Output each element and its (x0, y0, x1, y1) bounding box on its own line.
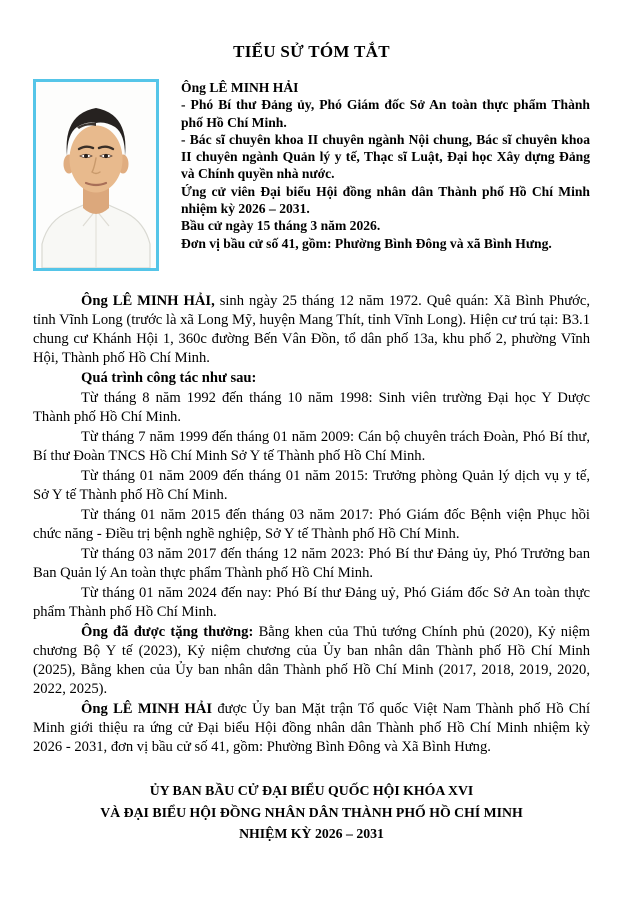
footer-line-2: VÀ ĐẠI BIỂU HỘI ĐỒNG NHÂN DÂN THÀNH PHỐ HỒ CHÍ MINH (100, 804, 523, 820)
summary-position: - Phó Bí thư Đảng ủy, Phó Giám đốc Sở An toàn thực phẩm Thành phố Hồ Chí Minh. (181, 97, 590, 130)
footer-line-1: ỦY BAN BẦU CỬ ĐẠI BIỂU QUỐC HỘI KHÓA XVI (149, 783, 474, 798)
awards-text: Bằng khen của Thủ tướng Chính phủ (2020), Kỷ niệm chương Bộ Y tế (2023), Kỷ niệm chương của Ủy ban nhân dân Thành phố Hồ Chí Minh (2025), Bằng khen của Ủy ban nhân dân Thành phố Hồ Chí Minh (2017, 2018, 2019, 2020, 2022, 2025). (33, 624, 590, 697)
footer-section (33, 780, 590, 845)
footer-line-3: NHIỆM KỲ 2026 – 2031 (239, 826, 384, 841)
career-item: Từ tháng 7 năm 1999 đến tháng 01 năm 2009: Cán bộ chuyên trách Đoàn, Phó Bí thư, Bí thư Đoàn TNCS Hồ Chí Minh Sở Y tế Thành phố Hồ Chí Minh. (33, 429, 590, 464)
header-section (33, 79, 590, 271)
career-item: Từ tháng 01 năm 2015 đến tháng 03 năm 2017: Phó Giám đốc Bệnh viện Phục hồi chức năng - Điều trị bệnh nghề nghiệp, Sở Y tế Thành phố Hồ Chí Minh. (33, 507, 590, 542)
intro-paragraph (33, 292, 590, 368)
biography-body (33, 292, 590, 757)
summary-election-date: Bầu cử ngày 15 tháng 3 năm 2026. (181, 218, 381, 234)
document-title: TIỂU SỬ TÓM TẮT (233, 42, 390, 61)
portrait-photo (33, 79, 159, 271)
awards-paragraph (33, 623, 590, 699)
career-item: Từ tháng 03 năm 2017 đến tháng 12 năm 2023: Phó Bí thư Đảng ủy, Phó Trưởng ban Ban Quản lý An toàn thực phẩm Thành phố Hồ Chí Minh. (33, 546, 590, 581)
career-item: Từ tháng 01 năm 2009 đến tháng 01 năm 2015: Trưởng phòng Quản lý dịch vụ y tế, Sở Y tế Thành phố Hồ Chí Minh. (33, 468, 590, 503)
candidate-name: Ông LÊ MINH HẢI (181, 80, 299, 95)
nomination-text: được Ủy ban Mặt trận Tổ quốc Việt Nam Thành phố Hồ Chí Minh giới thiệu ra ứng cử Đại biểu Hội đồng nhân dân Thành phố Hồ Chí Minh nhiệm kỳ 2026 - 2031, đơn vị bầu cử số 41, gồm: Phường Bình Đông và Xã Bình Hưng. (33, 701, 591, 755)
profile-summary (181, 79, 590, 252)
career-item: Từ tháng 01 năm 2024 đến nay: Phó Bí thư Đảng uỷ, Phó Giám đốc Sở An toàn thực phẩm Thành phố Hồ Chí Minh. (33, 585, 590, 620)
summary-qualifications: - Bác sĩ chuyên khoa II chuyên ngành Nội chung, Bác sĩ chuyên khoa II chuyên ngành Quản lý y tế, Thạc sĩ Luật, Đại học Xây dựng Đảng và Chính quyền nhà nước. (181, 131, 590, 182)
career-item: Từ tháng 8 năm 1992 đến tháng 10 năm 1998: Sinh viên trường Đại học Y Dược Thành phố Hồ Chí Minh. (33, 390, 590, 425)
summary-constituency: Đơn vị bầu cử số 41, gồm: Phường Bình Đông và xã Bình Hưng. (181, 235, 552, 251)
nomination-paragraph (33, 700, 590, 757)
portrait-illustration (36, 82, 156, 268)
summary-candidacy: Ứng cử viên Đại biểu Hội đồng nhân dân Thành phố Hồ Chí Minh nhiệm kỳ 2026 – 2031. (181, 183, 590, 217)
intro-name: Ông LÊ MINH HẢI, (81, 293, 215, 309)
career-heading: Quá trình công tác như sau: (81, 370, 257, 386)
awards-heading: Ông đã được tặng thưởng: (81, 624, 254, 640)
nomination-name: Ông LÊ MINH HẢI (81, 701, 213, 717)
intro-text: sinh ngày 25 tháng 12 năm 1972. Quê quán: Xã Bình Phước, tỉnh Vĩnh Long (trước là xã Long Mỹ, huyện Mang Thít, tỉnh Vĩnh Long). Hiện cư trú tại: B3.1 chung cư Khánh Hội 1, 360c đường Bến Vân Đồn, tổ dân phố 13a, khu phố 2, phường Vĩnh Hội, Thành phố Hồ Chí Minh. (33, 293, 590, 366)
